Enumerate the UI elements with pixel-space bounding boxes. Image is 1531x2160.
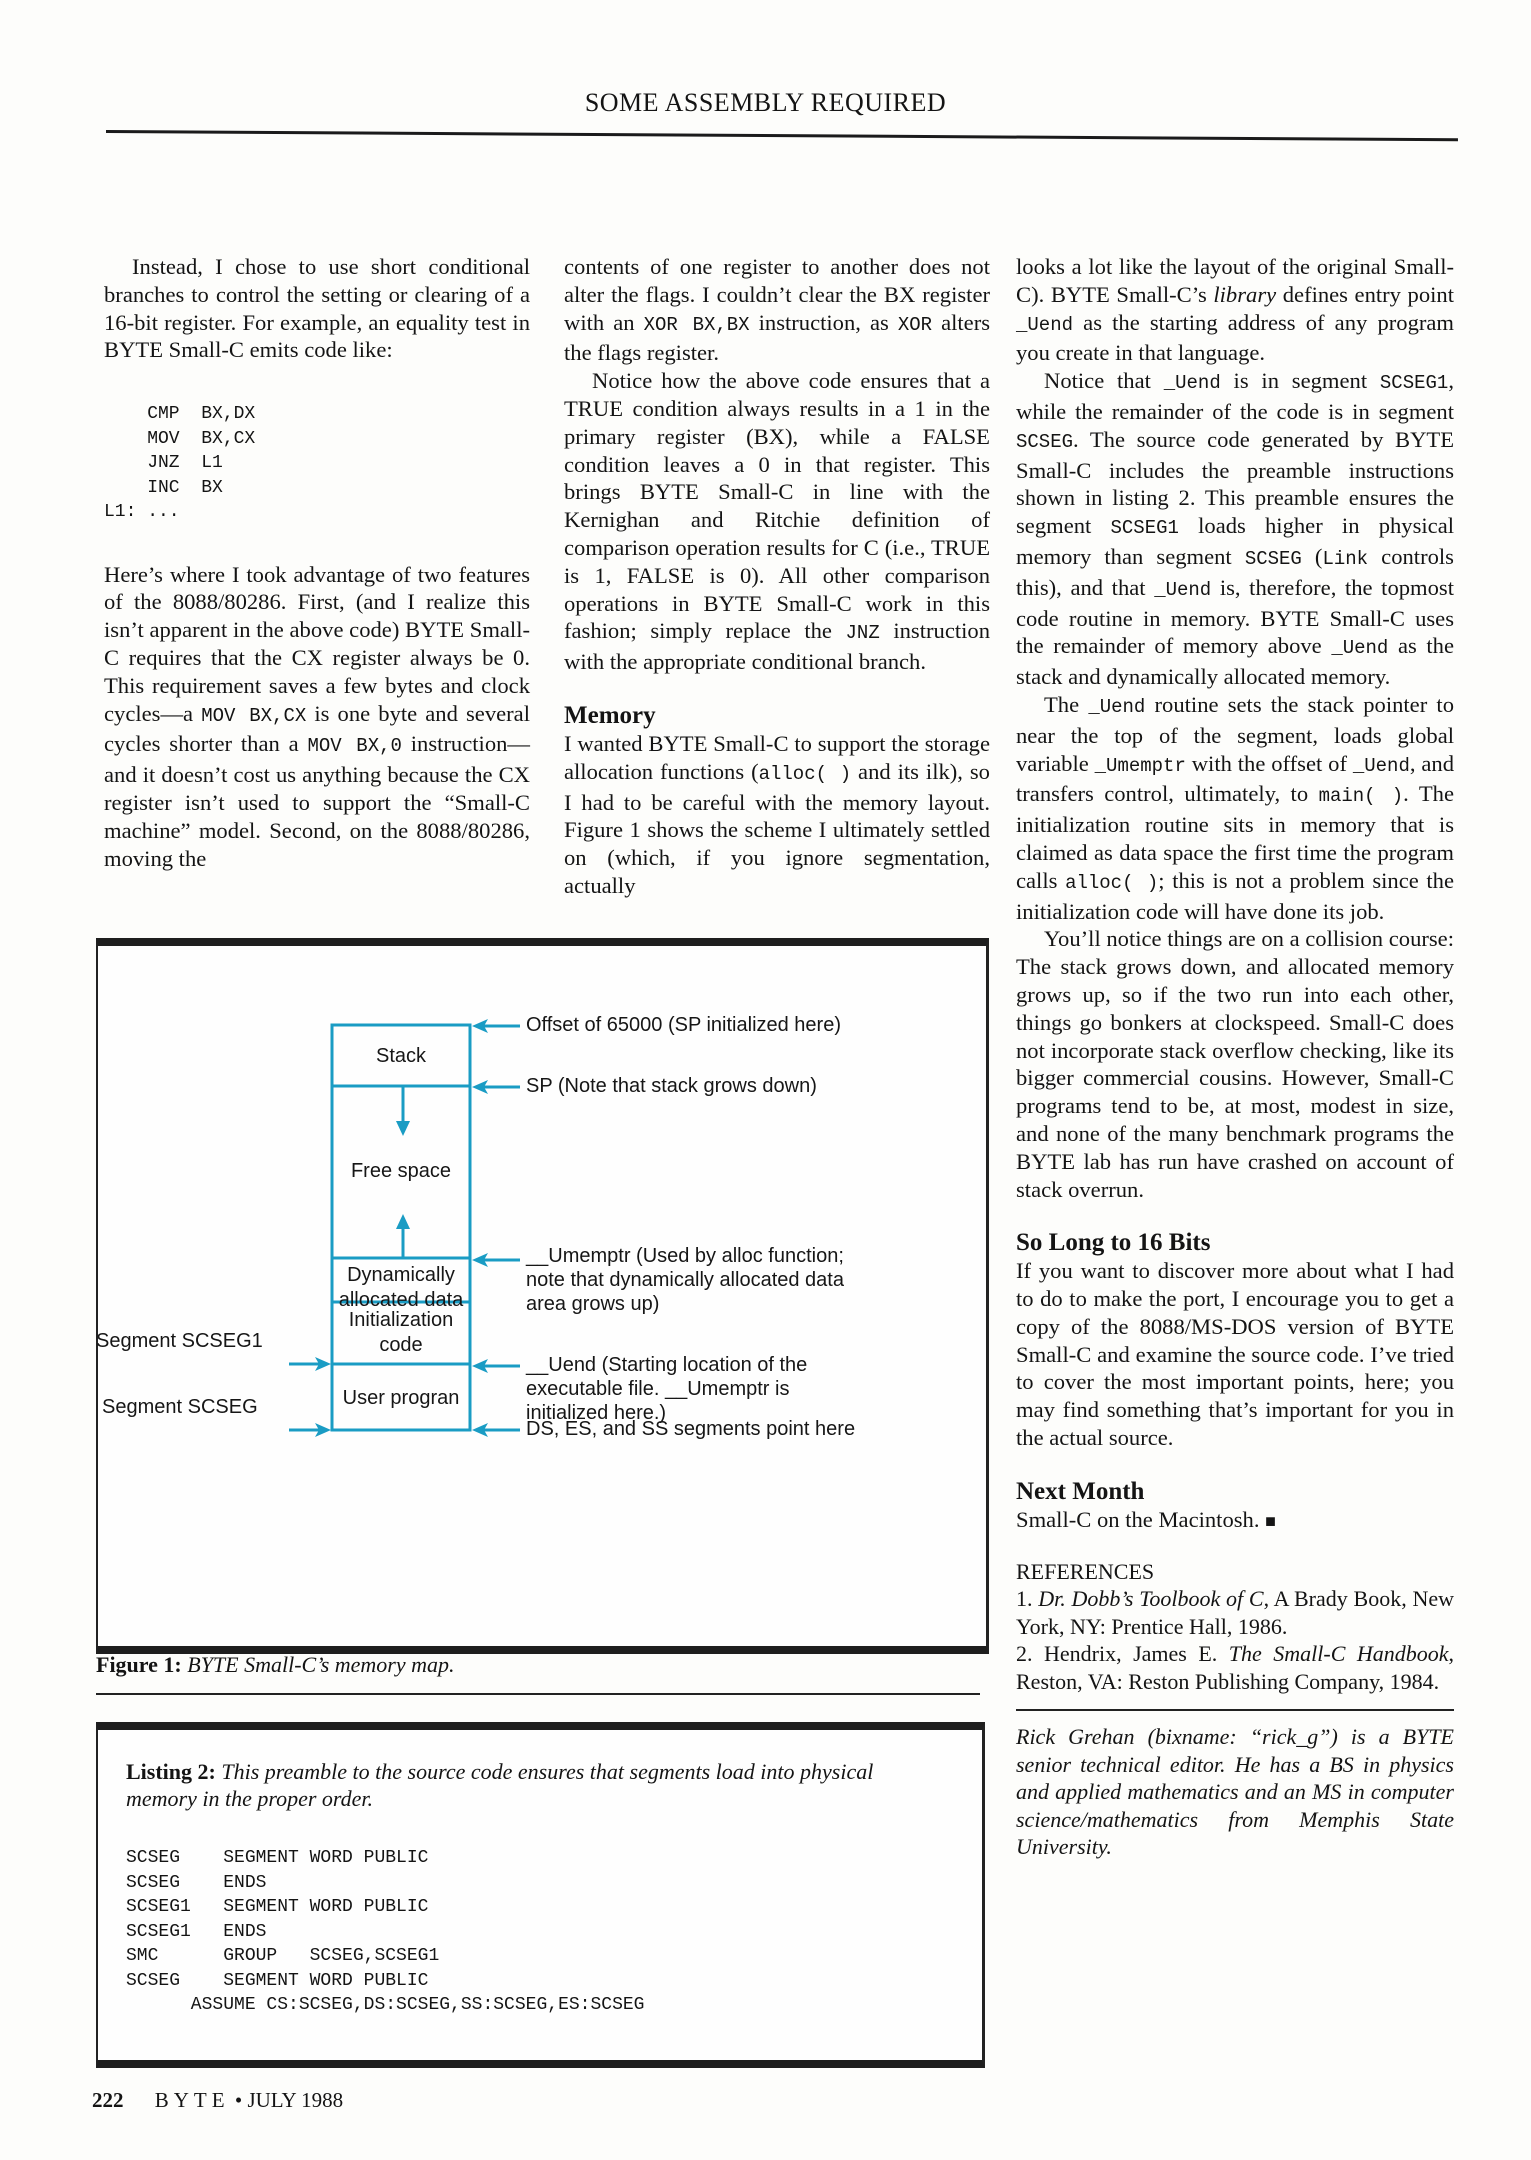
italic-text: library — [1213, 281, 1277, 307]
text: looks a lot like the layout of the original Small-C). BYTE Small-C’s — [1016, 254, 1454, 307]
text: instruction—and it doesn’t cost us anything because the CX register isn’t used to support the “Small-C machine” model. Second, on the 8088/80286, moving the — [104, 731, 531, 871]
italic-text: Dr. Dobb’s Toolbook of C — [1038, 1586, 1264, 1612]
inline-code: SCSEG1 — [1379, 372, 1449, 395]
text: instruction with the appropriate conditional branch. — [564, 618, 990, 675]
inline-code: MOV BX,0 — [307, 735, 402, 758]
text: Small-C on the Macintosh. — [1016, 1506, 1260, 1532]
text: as the starting address of any program you create in that language. — [1016, 309, 1454, 366]
label-ds-es-ss: DS, ES, and SS segments point here — [526, 1418, 856, 1440]
inline-code: XOR — [897, 313, 933, 336]
text: Dynamically — [347, 1264, 455, 1286]
listing-2-box — [96, 1722, 985, 2068]
label-offset: Offset of 65000 (SP initialized here) — [526, 1014, 841, 1036]
bio-rule — [1016, 1709, 1454, 1711]
inline-code: _Uend — [1352, 754, 1410, 777]
paragraph — [564, 730, 990, 900]
code-line: SCSEG ENDS — [126, 1872, 267, 1893]
text: ( — [1301, 543, 1323, 569]
code-line: MOV BX,CX — [104, 428, 256, 449]
code-line: SCSEG1 SEGMENT WORD PUBLIC — [126, 1897, 429, 1917]
code-example — [104, 402, 530, 525]
text: is in segment — [1220, 368, 1380, 394]
text: 1. — [1016, 1586, 1039, 1612]
paragraph — [104, 561, 530, 873]
listing-2-code — [126, 1846, 644, 2018]
paragraph — [564, 367, 990, 676]
code-line: SCSEG SEGMENT WORD PUBLIC — [126, 1848, 429, 1868]
text: with the offset of — [1185, 750, 1353, 776]
inline-code: JNZ — [845, 622, 880, 645]
label-uend — [526, 1353, 807, 1425]
inline-code: SCSEG — [1244, 547, 1302, 570]
paragraph: Instead, I chose to use short conditional branches to control the setting or clearing of a 16-bit register. For example, an equality test in BYTE Small-C emits code like: — [104, 254, 530, 363]
inline-code: _Umemptr — [1094, 754, 1186, 777]
inline-code: _Uend — [1088, 695, 1146, 718]
text: routine sets the stack pointer to near the top of the segment, loads global variable — [1016, 691, 1454, 776]
text: area grows up) — [526, 1293, 660, 1315]
inline-code: _Uend — [1154, 578, 1212, 601]
inline-code: _Uend — [1016, 313, 1074, 336]
paragraph — [1016, 691, 1454, 925]
code-line: INC BX — [104, 477, 223, 498]
block-init-code — [334, 1308, 468, 1358]
text: . The source code generated by BYTE Small-C includes the preamble instructions shown in listing 2. This preamble ensures the segment — [1016, 426, 1454, 539]
text: The — [1044, 691, 1089, 717]
paragraph — [564, 253, 990, 367]
text: . The initialization routine sits in memory that is claimed as data space the first time the program calls — [1016, 781, 1454, 893]
text: instruction, as — [749, 309, 898, 335]
page-footer — [92, 2088, 343, 2113]
footer-separator: • — [234, 2088, 243, 2112]
inline-code: alloc( ) — [1065, 871, 1159, 894]
listing-2-caption — [126, 1758, 946, 1812]
text: __Umemptr (Used by alloc function; — [526, 1245, 844, 1267]
text: alters the flags register. — [564, 309, 991, 366]
block-user-program: User progran — [342, 1387, 460, 1409]
section-heading-next-month: Next Month — [1016, 1477, 1145, 1505]
text: Hendrix, James E. — [1044, 1641, 1229, 1667]
text: and its ilk), so I had to be careful with the memory layout. Figure 1 shows the scheme I ultimately settled on (which, if you ignore segmentation, actually — [564, 758, 990, 898]
running-head: SOME ASSEMBLY REQUIRED — [584, 88, 947, 117]
figure-1-caption — [96, 1652, 455, 1678]
code-line: SMC GROUP SCSEG,SCSEG1 — [126, 1946, 440, 1966]
text: , and transfers control, ultimately, to — [1016, 750, 1455, 807]
inline-code: SCSEG — [1016, 430, 1074, 453]
text: is, therefore, the topmost code routine in memory. BYTE Small-C uses the remainder of memory above — [1016, 574, 1454, 659]
caption-label: Figure 1: — [96, 1652, 182, 1677]
text: ; this is not a problem since the initialization code will have done its job. — [1016, 867, 1455, 924]
italic-text: The Small-C Handbook — [1228, 1641, 1449, 1667]
code-line: L1: ... — [104, 502, 180, 523]
caption-text: BYTE Small-C’s memory map. — [187, 1652, 455, 1677]
inline-code: Link — [1322, 547, 1369, 570]
figure-caption-rule — [96, 1693, 980, 1695]
text: is one byte and several cycles shorter than a — [104, 700, 530, 757]
text: , Reston, VA: Reston Publishing Company, 1984. — [1016, 1641, 1455, 1694]
text: initialized here.) — [526, 1402, 667, 1424]
text: I wanted BYTE Small-C to support the storage allocation functions ( — [564, 730, 990, 784]
paragraph: You’ll notice things are on a collision course: The stack grows down, and allocated memory grows up, so if the two run into each other, things go bonkers at clockspeed. Small-C does not incorporate stack overflow checking, like its bigger commercial cousins. However, Small-C programs tend to be, at most, modest in size, and none of the many benchmark programs the BYTE lab has run have crashed on account of stack overrun. — [1016, 926, 1454, 1202]
block-free-space: Free space — [350, 1160, 452, 1182]
reference-item — [1016, 1640, 1454, 1695]
paragraph: If you want to discover more about what I had to do to make the port, I encourage you to get a copy of the 8088/MS-DOS version of BYTE Small-C and examine the source code. I’ve tried to cover the most important points, here; you may find something that’s important for you in the actual source. — [1016, 1258, 1454, 1451]
inline-code: main( ) — [1318, 785, 1404, 808]
block-stack: Stack — [375, 1045, 427, 1067]
header-rule — [106, 130, 1458, 141]
label-umemptr — [526, 1244, 844, 1316]
section-heading-memory: Memory — [564, 701, 656, 729]
inline-code: XOR BX,BX — [643, 313, 750, 336]
inline-code: SCSEG1 — [1110, 517, 1179, 540]
page-number: 222 — [92, 2088, 124, 2112]
text: , while the remainder of the code is in segment — [1016, 368, 1454, 424]
magazine-name: BYTE — [154, 2088, 230, 2112]
text: , A Brady Book, New York, NY: Prentice Hall, 1986. — [1016, 1586, 1454, 1639]
text: controls this), and that — [1016, 543, 1454, 600]
text: Notice that — [1044, 368, 1164, 394]
section-heading-so-long: So Long to 16 Bits — [1016, 1229, 1211, 1257]
text: __Uend (Starting location of the — [526, 1354, 808, 1376]
column-1 — [104, 253, 530, 872]
text: contents of one register to another does not alter the flags. I couldn’t clear the BX register with an — [564, 254, 990, 335]
text: code — [379, 1334, 423, 1356]
caption-text: This preamble to the source code ensures that segments load into physical memory in the proper order. — [126, 1759, 874, 1811]
code-line: SCSEG SEGMENT WORD PUBLIC — [126, 1970, 429, 1991]
inline-code: MOV BX,CX — [201, 704, 307, 727]
references-heading: REFERENCES — [1016, 1558, 1155, 1584]
inline-code: alloc( ) — [758, 762, 852, 785]
text: defines entry point — [1276, 281, 1455, 307]
reference-item — [1016, 1585, 1454, 1640]
column-3 — [1016, 253, 1454, 1861]
caption-label: Listing 2: — [126, 1759, 216, 1784]
code-line: JNZ L1 — [104, 453, 223, 474]
code-line: CMP BX,DX — [104, 404, 256, 425]
paragraph — [1016, 253, 1454, 367]
figure-1-box — [96, 938, 989, 1654]
text: allocated data — [338, 1289, 464, 1311]
text: Notice how the above code ensures that a TRUE condition always results in a 1 in the primary register (BX), while a FALSE condition leaves a 0 in that register. This brings BYTE Small-C in line with the Kernighan and Ritchie definition of comparison operation results for C (i.e., TRUE is 1, FALSE is 0). All other comparison operations in BYTE Small-C work in this fashion; simply replace the — [564, 368, 990, 644]
text: note that dynamically allocated data — [526, 1269, 844, 1291]
end-mark-icon: ■ — [1265, 1510, 1277, 1531]
label-segment-scseg1: Segment SCSEG1 — [96, 1330, 263, 1352]
column-2 — [564, 253, 990, 900]
text: Here’s where I took advantage of two features of the 8088/80286. First, (and I realize this isn’t apparent in the above code) BYTE Small-C requires that the CX register always be 0. This requirement saves a few bytes and clock cycles—a — [104, 561, 530, 726]
issue-date: JULY 1988 — [247, 2088, 344, 2112]
code-line: SCSEG1 ENDS — [126, 1921, 267, 1942]
text: Initialization — [348, 1309, 454, 1331]
text: 2. — [1016, 1641, 1044, 1667]
block-dynamic-data — [334, 1263, 468, 1313]
inline-code: _Uend — [1163, 372, 1221, 395]
paragraph — [1016, 1506, 1454, 1536]
code-line: ASSUME CS:SCSEG,DS:SCSEG,SS:SCSEG,ES:SCSEG — [126, 1995, 645, 2015]
text: as the stack and dynamically allocated memory. — [1016, 633, 1454, 690]
text: executable file. __Umemptr is — [526, 1378, 790, 1400]
label-segment-scseg: Segment SCSEG — [102, 1396, 258, 1418]
paragraph — [1016, 367, 1454, 691]
text: loads higher in physical memory than segment — [1016, 513, 1454, 569]
inline-code: _Uend — [1331, 637, 1389, 660]
label-sp: SP (Note that stack grows down) — [526, 1075, 817, 1097]
author-bio: Rick Grehan (bixname: “rick_g”) is a BYTE senior technical editor. He has a BS in physics and applied mathematics and an MS in computer science/mathematics from Memphis State University. — [1016, 1724, 1454, 1860]
